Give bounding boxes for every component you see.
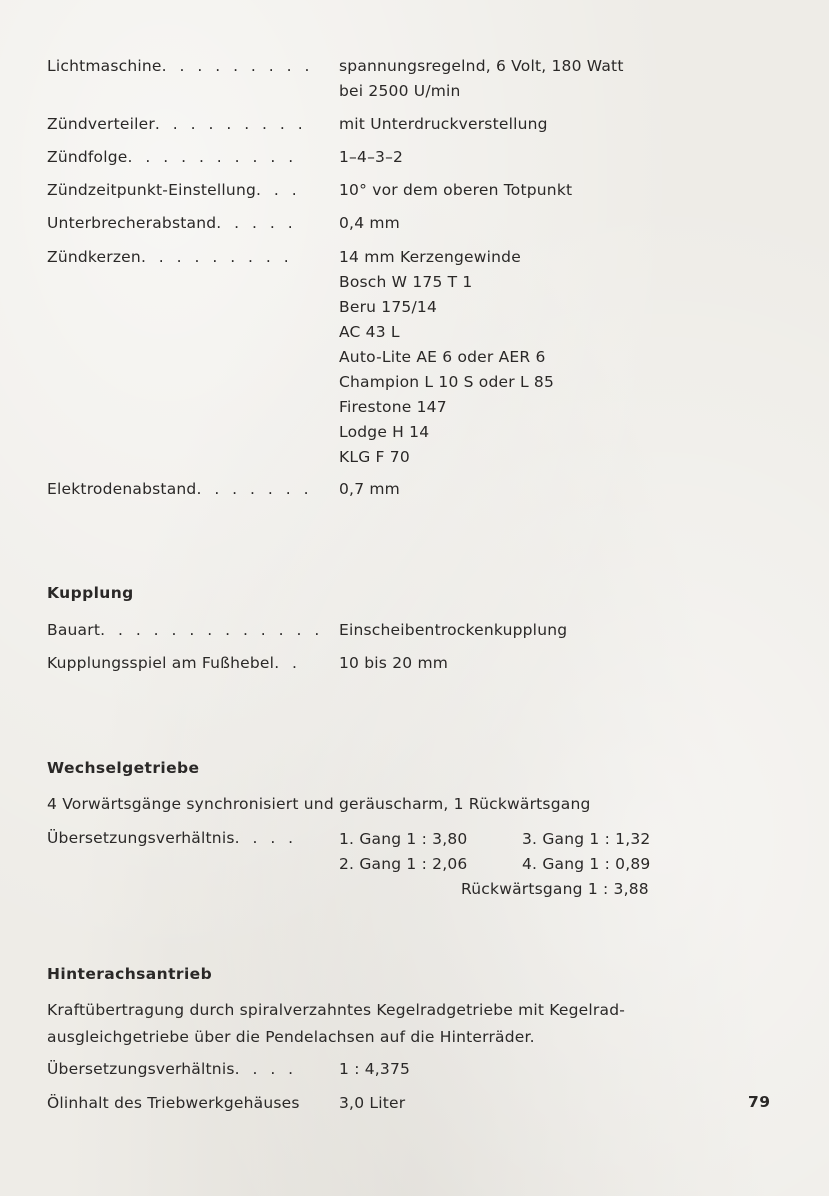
spec-value: Bosch W 175 T 1 <box>339 273 473 291</box>
spec-label: Bauart <box>47 621 101 639</box>
gear-ratio-4: 4. Gang 1 : 0,89 <box>522 855 651 873</box>
spec-value: mit Unterdruckverstellung <box>339 115 548 133</box>
leader-dots: . . . . <box>234 829 298 847</box>
spec-label: Kupplungsspiel am Fußhebel <box>47 654 275 672</box>
spec-value: bei 2500 U/min <box>339 82 461 100</box>
spec-label: Unterbrecherabstand <box>47 214 217 232</box>
leader-dots: . . . . . . . <box>196 480 313 498</box>
paragraph-line: Kraftübertragung durch spiralverzahntes Kegelradgetriebe mit Kegelrad- <box>47 1001 626 1019</box>
spec-value: 10° vor dem oberen Totpunkt <box>339 181 573 199</box>
spec-value: 3,0 Liter <box>339 1094 406 1112</box>
leader-dots: . . <box>274 654 301 672</box>
leader-dots: . . . . . . . . . . <box>127 148 298 166</box>
leader-dots: . . . . <box>234 1060 298 1078</box>
section-heading-kupplung: Kupplung <box>47 584 134 602</box>
spec-value: Auto-Lite AE 6 oder AER 6 <box>339 348 546 366</box>
spec-value: Beru 175/14 <box>339 298 438 316</box>
spec-label: Ölinhalt des Triebwerkgehäuses <box>47 1094 300 1112</box>
spec-value: 1–4–3–2 <box>339 148 404 166</box>
gear-ratio-1: 1. Gang 1 : 3,80 <box>339 830 468 848</box>
spec-label: Übersetzungsverhältnis <box>47 829 235 847</box>
spec-label: Zündfolge <box>47 148 128 166</box>
spec-value: 1 : 4,375 <box>339 1060 411 1078</box>
gear-ratio-3: 3. Gang 1 : 1,32 <box>522 830 651 848</box>
leader-dots: . . . . . . . . . <box>161 57 314 75</box>
spec-label: Lichtmaschine <box>47 57 162 75</box>
section-heading-hinterachsantrieb: Hinterachsantrieb <box>47 965 213 983</box>
spec-value: AC 43 L <box>339 323 400 341</box>
spec-value: 14 mm Kerzengewinde <box>339 248 521 266</box>
spec-value: Champion L 10 S oder L 85 <box>339 373 555 391</box>
gear-ratio-2: 2. Gang 1 : 2,06 <box>339 855 468 873</box>
page-number: 79 <box>748 1093 771 1111</box>
spec-value: Einscheibentrockenkupplung <box>339 621 568 639</box>
spec-value: 0,4 mm <box>339 214 400 232</box>
leader-dots: . . . . . . . . . <box>140 248 293 266</box>
spec-label: Übersetzungsverhältnis <box>47 1060 235 1078</box>
spec-value: 0,7 mm <box>339 480 400 498</box>
spec-value: KLG F 70 <box>339 448 410 466</box>
spec-value: Lodge H 14 <box>339 423 430 441</box>
section-heading-wechselgetriebe: Wechselgetriebe <box>47 759 200 777</box>
spec-label: Zündzeitpunkt-Einstellung <box>47 181 257 199</box>
paragraph-line: ausgleichgetriebe über die Pendelachsen auf die Hinterräder. <box>47 1028 535 1046</box>
leader-dots: . . . . . . . . . . . . . <box>100 621 324 639</box>
spec-value: 10 bis 20 mm <box>339 654 449 672</box>
leader-dots: . . . <box>256 181 301 199</box>
leader-dots: . . . . . <box>216 214 297 232</box>
getriebe-intro: 4 Vorwärtsgänge synchronisiert und geräuscharm, 1 Rückwärtsgang <box>47 795 591 813</box>
spec-label: Zündkerzen <box>47 248 141 266</box>
leader-dots: . . . . . . . . . <box>154 115 307 133</box>
spec-label: Elektrodenabstand <box>47 480 197 498</box>
gear-ratio-reverse: Rückwärtsgang 1 : 3,88 <box>461 880 649 898</box>
spec-label: Zündverteiler <box>47 115 155 133</box>
spec-value: Firestone 147 <box>339 398 447 416</box>
spec-value: spannungsregelnd, 6 Volt, 180 Watt <box>339 57 624 75</box>
hinterachse-description <box>47 997 687 1051</box>
